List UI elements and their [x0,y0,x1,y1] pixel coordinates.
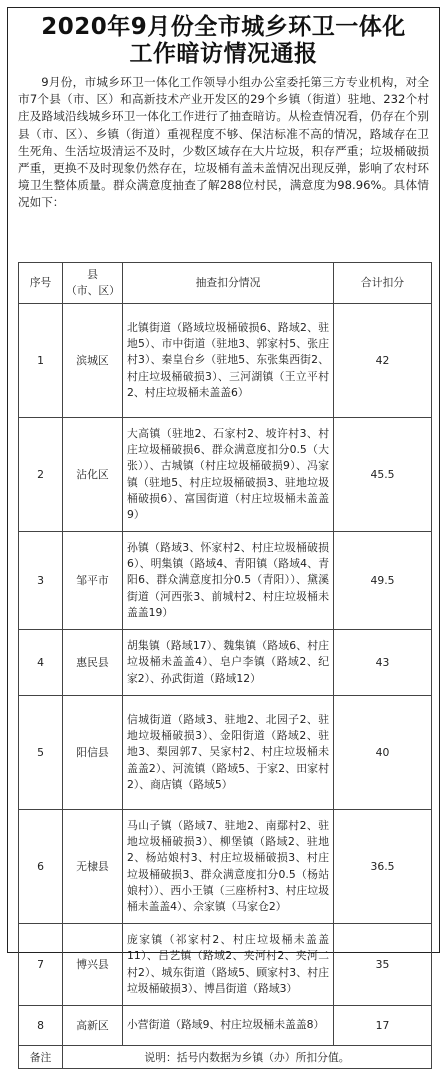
row-no: 7 [19,924,63,1006]
title-line-1: 2020年9月份全市城乡环卫一体化 [41,14,406,40]
header-detail: 抽查扣分情况 [123,263,334,304]
report-page [7,7,440,1064]
header-score: 合计扣分 [334,263,432,304]
row-score: 42 [334,304,432,418]
table-row [19,1006,432,1046]
row-county: 博兴县 [63,924,123,1006]
header-county-line-2: （市、区） [66,284,120,297]
table-header-row [19,263,432,304]
row-score: 36.5 [334,810,432,924]
note-text: 说明：括号内数据为乡镇（办）所扣分值。 [63,1046,432,1069]
row-no: 8 [19,1006,63,1046]
report-title [8,14,439,68]
row-detail: 胡集镇（路域17）、魏集镇（路域6、村庄垃圾桶未盖盖4）、皂户李镇（路域2、纪家2）、孙武街道（路域12） [123,630,334,696]
row-detail: 大高镇（驻地2、石家村2、坡许村3、村庄垃圾桶破损6、群众满意度扣分0.5（大张））、古城镇（村庄垃圾桶破损9）、冯家镇（驻地5、村庄垃圾桶破损3、驻地垃圾桶破损6）、富国街道（村庄垃圾桶未盖盖9） [123,418,334,532]
row-detail: 北镇街道（路域垃圾桶破损6、路域2、驻地5）、市中街道（驻地3、郭家村5、张庄村3）、秦皇台乡（驻地5、东张集西街2、村庄垃圾桶破损3）、三河湖镇（王立平村2、村庄垃圾桶未盖盖6） [123,304,334,418]
row-detail: 小营街道（路域9、村庄垃圾桶未盖盖8） [123,1006,334,1046]
note-row [19,1046,432,1069]
table-row [19,924,432,1006]
row-score: 49.5 [334,532,432,630]
row-no: 6 [19,810,63,924]
header-county [63,263,123,304]
row-no: 4 [19,630,63,696]
header-no: 序号 [19,263,63,304]
table-row [19,630,432,696]
row-detail: 孙镇（路域3、怀家村2、村庄垃圾桶破损6）、明集镇（路域4、青阳镇（路域4、青阳6、群众满意度扣分0.5（青阳））、黛溪街道（河西张3、前城村2、村庄垃圾桶未盖盖19） [123,532,334,630]
row-detail: 马山子镇（路域7、驻地2、南鄢村2、驻地垃圾桶破损3）、柳堡镇（路域2、驻地2、杨站娘村3、村庄垃圾桶破损3、村庄垃圾桶破损3、群众满意度扣分0.5（杨站娘村））、西小王镇（三座桥村3、村庄垃圾桶未盖盖4）、佘家镇（马家仓2） [123,810,334,924]
row-score: 17 [334,1006,432,1046]
table-row [19,418,432,532]
row-county: 阳信县 [63,696,123,810]
row-county: 沾化区 [63,418,123,532]
row-score: 35 [334,924,432,1006]
row-no: 1 [19,304,63,418]
row-no: 5 [19,696,63,810]
row-score: 45.5 [334,418,432,532]
table-row [19,304,432,418]
row-county: 无棣县 [63,810,123,924]
table-row [19,532,432,630]
row-detail: 庞家镇（祁家村2、村庄垃圾桶未盖盖11）、吕艺镇（路域2、夹河村2、夹河二村2）、城东街道（路域5、顾家村3、村庄垃圾桶破损3）、博昌街道（路域3） [123,924,334,1006]
table-row [19,810,432,924]
row-county: 惠民县 [63,630,123,696]
title-line-2: 工作暗访情况通报 [129,41,318,67]
row-detail: 信城街道（路域3、驻地2、北园子2、驻地垃圾桶破损3）、金阳街道（路域2、驻地3、梨园郭7、吴家村2、村庄垃圾桶未盖盖2）、河流镇（路域5、于家2、田家村2）、商店镇（路域5） [123,696,334,810]
table-row [19,696,432,810]
row-score: 40 [334,696,432,810]
header-county-line-1: 县 [87,268,98,281]
deduction-table [18,262,432,1069]
row-no: 3 [19,532,63,630]
row-county: 邹平市 [63,532,123,630]
note-label: 备注 [19,1046,63,1069]
intro-paragraph: 9月份，市城乡环卫一体化工作领导小组办公室委托第三方专业机构，对全市7个县（市、区）和高新技术产业开发区的29个乡镇（街道）驻地、232个村庄及路域沿线城乡环卫一体化工作进行了抽查暗访。从检查情况看，仍存在个别县（市、区）、乡镇（街道）重视程度不够、保洁标准不高的情况，路域存在卫生死角、生活垃圾清运不及时，少数区域存在大片垃圾，积存严重；垃圾桶破损严重，更换不及时现象仍然存在，垃圾桶有盖未盖情况出现反弹，影响了农村环境卫生整体质量。群众满意度抽查了解288位村民，满意度为98.96%。具体情况如下： [18,75,429,210]
row-county: 滨城区 [63,304,123,418]
row-no: 2 [19,418,63,532]
row-county: 高新区 [63,1006,123,1046]
row-score: 43 [334,630,432,696]
